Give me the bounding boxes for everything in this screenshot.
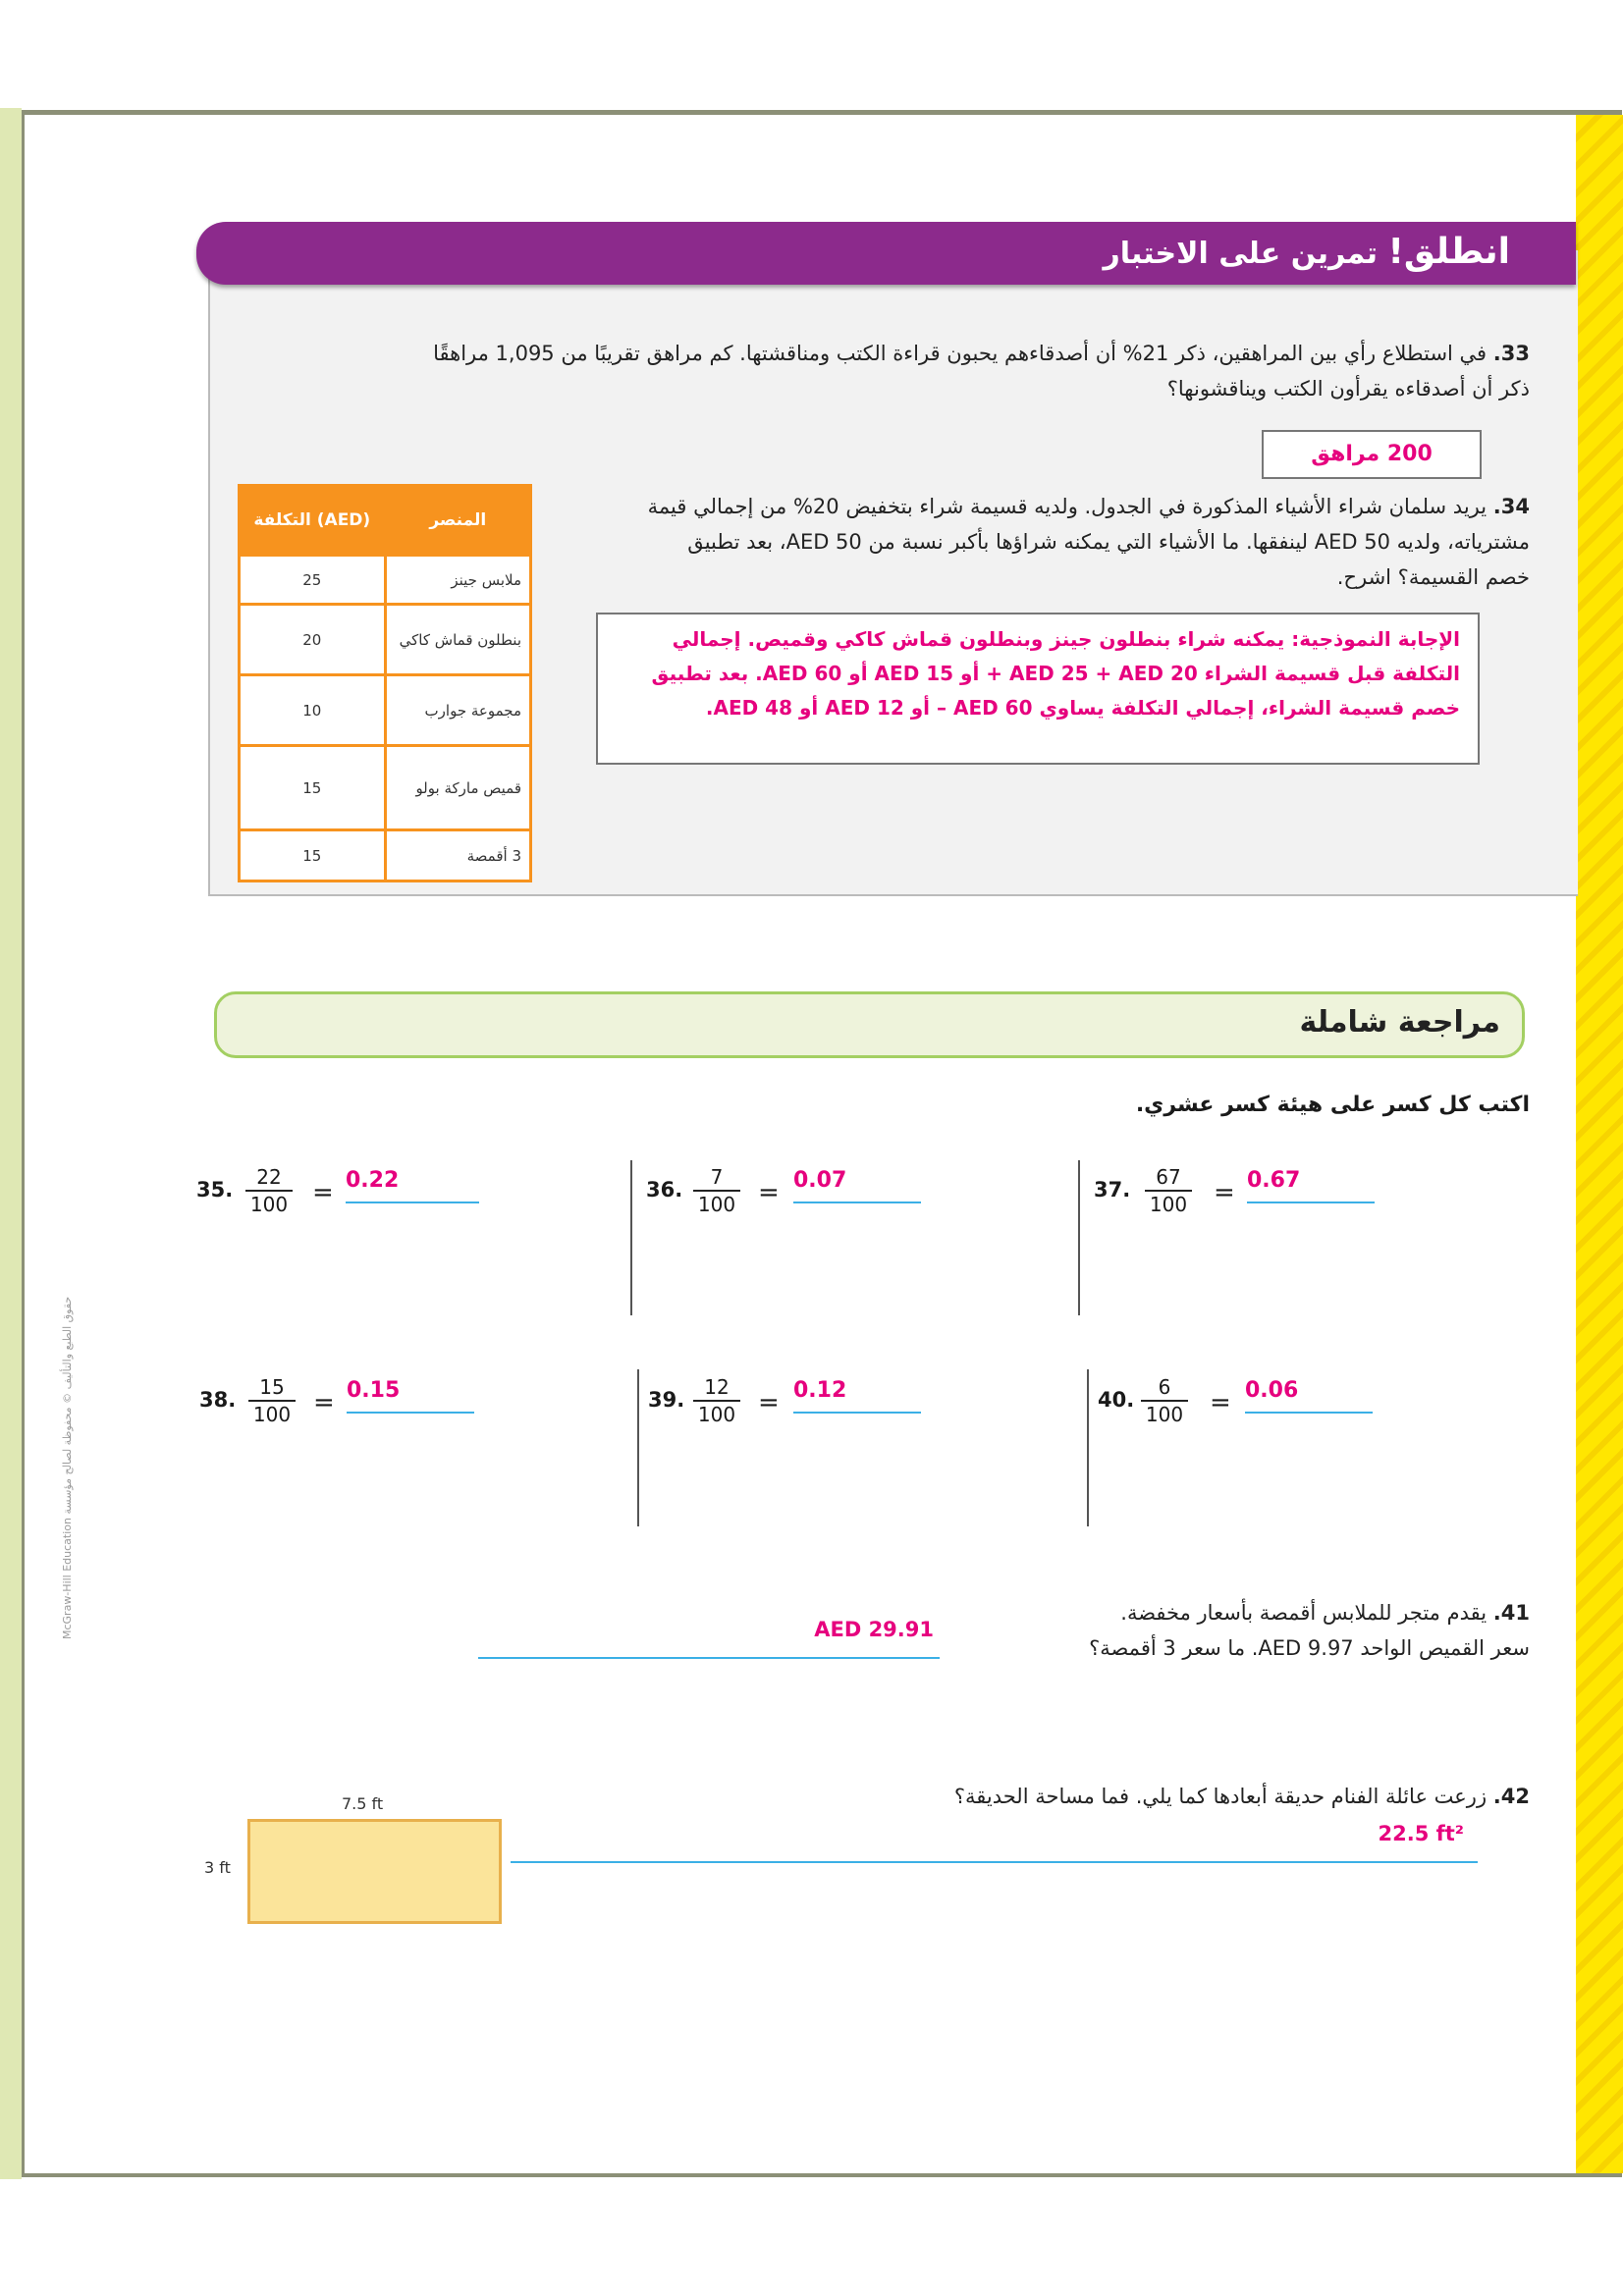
garden-width-label: 7.5 ft <box>342 1794 384 1813</box>
exercise-number: 37. <box>1094 1178 1131 1201</box>
divider <box>1087 1369 1089 1526</box>
table-row <box>240 556 531 605</box>
page-top-rule <box>22 110 1622 115</box>
equals-sign: = <box>312 1178 334 1207</box>
cell-item: قميص ماركة بولو <box>385 746 531 830</box>
table-row <box>240 605 531 675</box>
exercise-35 <box>196 1164 491 1223</box>
garden-rectangle <box>247 1819 502 1924</box>
divider <box>637 1369 639 1526</box>
table-row <box>240 675 531 746</box>
question-text: في استطلاع رأي بين المراهقين، ذكر 21% أن أصدقاءهم يحبون قراءة الكتب ومناقشتها. كم مراهق تقريبًا من 1,095 مراهقًا ذكر أن أصدقاءه يقرأون الكتب ويناقشونها؟ <box>433 342 1530 400</box>
answer-42: 22.5 ft² <box>1378 1822 1464 1845</box>
answer-37: 0.67 <box>1247 1164 1375 1203</box>
answer-41-line <box>478 1618 940 1659</box>
question-41 <box>842 1595 1530 1666</box>
equals-sign: = <box>1214 1178 1235 1207</box>
question-34 <box>646 489 1530 595</box>
page-frame-left <box>22 110 25 2175</box>
fraction <box>1141 1374 1188 1427</box>
cell-item: بنطلون قماش كاكي <box>385 605 531 675</box>
answer-41: AED 29.91 <box>814 1618 934 1641</box>
question-text: يقدم متجر للملابس أقمصة بأسعار مخفضة. <box>1120 1601 1488 1625</box>
table-row <box>240 830 531 881</box>
exercise-number: 35. <box>196 1178 234 1201</box>
equals-sign: = <box>1210 1388 1231 1417</box>
answer-42-line <box>511 1822 1478 1863</box>
exercise-40 <box>1098 1374 1392 1433</box>
cell-cost: 15 <box>240 830 386 881</box>
question-number: 42. <box>1492 1785 1530 1808</box>
answer-40: 0.06 <box>1245 1374 1373 1414</box>
cell-cost: 15 <box>240 746 386 830</box>
question-41-line2: سعر القميص الواحد AED 9.97. ما سعر 3 أقمصة؟ <box>1089 1636 1530 1660</box>
header-item: المنصر <box>385 486 531 556</box>
numerator: 6 <box>1141 1374 1188 1402</box>
exercise-38 <box>199 1374 494 1433</box>
numerator: 22 <box>245 1164 293 1192</box>
cell-cost: 20 <box>240 605 386 675</box>
exercise-number: 36. <box>646 1178 683 1201</box>
exercise-37 <box>1094 1164 1388 1223</box>
cell-item: ملابس جينز <box>385 556 531 605</box>
page-bottom-rule <box>22 2173 1622 2177</box>
cell-item: مجموعة جوارب <box>385 675 531 746</box>
question-number: 41. <box>1492 1601 1530 1625</box>
numerator: 15 <box>248 1374 296 1402</box>
review-title: مراجعة شاملة <box>1299 1005 1500 1040</box>
copyright-text: حقوق الطبع والتأليف © محفوظة لصالح مؤسسة McGraw-Hill Education <box>61 1296 74 1639</box>
exercise-39 <box>648 1374 943 1433</box>
answer-35: 0.22 <box>346 1164 479 1203</box>
price-table <box>238 484 532 882</box>
answer-33-box: 200 مراهق <box>1262 430 1482 479</box>
table-header-row <box>240 486 531 556</box>
answer-34-box: الإجابة النموذجية: يمكنه شراء بنطلون جينز وبنطلون قماش كاكي وقميص. إجمالي التكلفة قبل قسيمة الشراء AED 25 + AED 20 + أو AED 15 أو AED 60. بعد تطبيق خصم قسيمة الشراء، إجمالي التكلفة يساوي AED 60 – أو AED 12 أو AED 48. <box>596 613 1480 765</box>
answer-38: 0.15 <box>347 1374 474 1414</box>
denominator: 100 <box>1145 1403 1184 1426</box>
exercise-number: 39. <box>648 1388 685 1412</box>
denominator: 100 <box>1149 1193 1188 1216</box>
numerator: 67 <box>1145 1164 1192 1192</box>
question-41-line1 <box>842 1595 1530 1630</box>
denominator: 100 <box>697 1193 736 1216</box>
exercise-36 <box>646 1164 941 1223</box>
answer-39: 0.12 <box>793 1374 921 1414</box>
fraction <box>248 1374 296 1427</box>
title-test-practice: تمرين على الاختبار <box>1103 237 1379 271</box>
question-42 <box>646 1779 1530 1814</box>
question-number: 33. <box>1492 342 1530 365</box>
numerator: 7 <box>693 1164 740 1192</box>
cell-cost: 10 <box>240 675 386 746</box>
page-left-band <box>0 108 22 2179</box>
divider <box>1078 1160 1080 1315</box>
garden-height-label: 3 ft <box>204 1858 231 1877</box>
denominator: 100 <box>249 1193 289 1216</box>
equals-sign: = <box>313 1388 335 1417</box>
exercise-number: 38. <box>199 1388 237 1412</box>
fraction <box>693 1374 740 1427</box>
equals-sign: = <box>758 1178 780 1207</box>
question-text: يريد سلمان شراء الأشياء المذكورة في الجدول. ولديه قسيمة شراء بتخفيض 20% من إجمالي قيمة مشترياته، ولديه AED 50 لينفقها. ما الأشياء التي يمكنه شراؤها بأكبر نسبة من AED 50، بعد تطبيق خصم القسيمة؟ اشرح. <box>647 495 1530 589</box>
table-row <box>240 746 531 830</box>
review-instruction: اكتب كل كسر على هيئة كسر عشري. <box>1135 1093 1530 1117</box>
question-33 <box>430 336 1530 406</box>
title-go: انطلق! <box>1387 232 1510 272</box>
denominator: 100 <box>252 1403 292 1426</box>
fraction <box>693 1164 740 1217</box>
numerator: 12 <box>693 1374 740 1402</box>
page-edge-stripe <box>1576 115 1623 2173</box>
test-practice-title <box>1103 232 1510 272</box>
equals-sign: = <box>758 1388 780 1417</box>
cell-item: 3 أقمصة <box>385 830 531 881</box>
cell-cost: 25 <box>240 556 386 605</box>
fraction <box>1145 1164 1192 1217</box>
denominator: 100 <box>697 1403 736 1426</box>
exercise-number: 40. <box>1098 1388 1135 1412</box>
header-cost: التكلفة (AED) <box>240 486 386 556</box>
fraction <box>245 1164 293 1217</box>
question-number: 34. <box>1492 495 1530 518</box>
divider <box>630 1160 632 1315</box>
answer-36: 0.07 <box>793 1164 921 1203</box>
question-text: زرعت عائلة الفنام حديقة أبعادها كما يلي. فما مساحة الحديقة؟ <box>953 1785 1488 1808</box>
